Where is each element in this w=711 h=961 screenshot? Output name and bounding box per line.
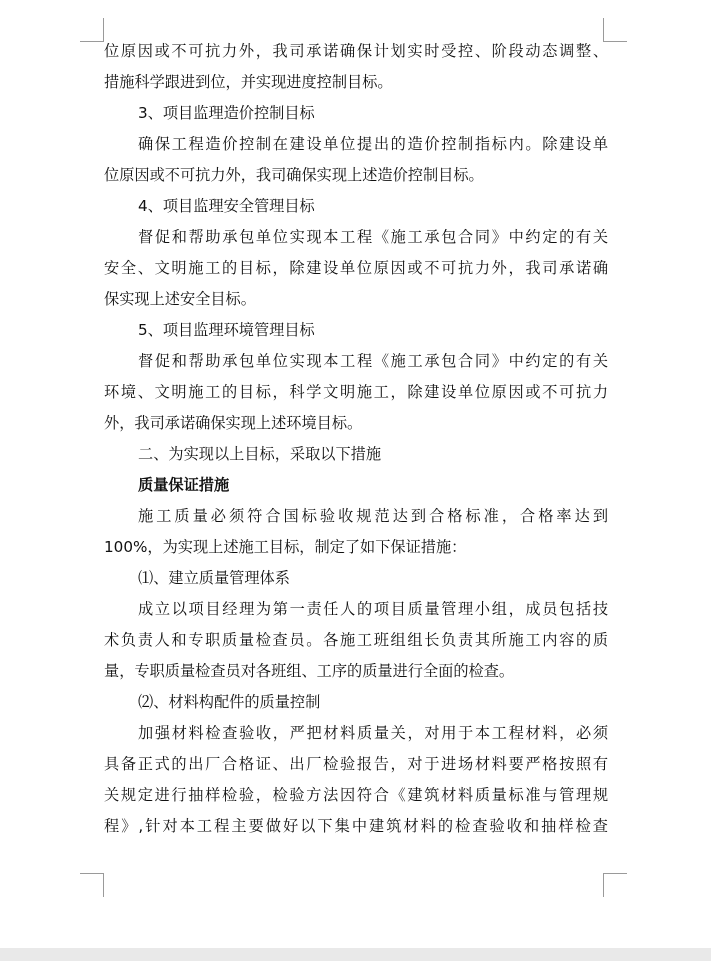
text-line: 3、项目监理造价控制目标 [138, 104, 315, 122]
text-line: 安全、文明施工的目标，除建设单位原因或不可抗力外，我司承诺确 [104, 259, 608, 277]
text-line: 100%，为实现上述施工目标，制定了如下保证措施： [104, 538, 467, 556]
text-line: 程》,针对本工程主要做好以下集中建筑材料的检查验收和抽样检查 [104, 817, 608, 835]
text-line: 关规定进行抽样检验，检验方法因符合《建筑材料质量标准与管理规 [104, 786, 608, 804]
text-line: 4、项目监理安全管理目标 [138, 197, 315, 215]
text-line: 确保工程造价控制在建设单位提出的造价控制指标内。除建设单 [138, 135, 608, 153]
text-line: 量，专职质量检查员对各班组、工序的质量进行全面的检查。 [104, 662, 515, 680]
text-line: 5、项目监理环境管理目标 [138, 321, 315, 339]
text-line: 加强材料检查验收，严把材料质量关，对用于本工程材料，必须 [138, 724, 608, 742]
text-line: 位原因或不可抗力外，我司确保实现上述造价控制目标。 [104, 166, 484, 184]
text-line: 环境、文明施工的目标，科学文明施工，除建设单位原因或不可抗力 [104, 383, 608, 401]
page-gap [0, 948, 711, 961]
text-line: ⑵、材料构配件的质量控制 [138, 693, 321, 711]
text-line: 保实现上述安全目标。 [104, 290, 256, 308]
text-line: 二、为实现以上目标，采取以下措施 [138, 445, 381, 463]
text-line: 外，我司承诺确保实现上述环境目标。 [104, 414, 363, 432]
text-line: 成立以项目经理为第一责任人的项目质量管理小组，成员包括技 [138, 600, 608, 618]
text-line: 督促和帮助承包单位实现本工程《施工承包合同》中约定的有关 [138, 228, 608, 246]
text-line: 术负责人和专职质量检查员。各施工班组组长负责其所施工内容的质 [104, 631, 608, 649]
text-line: 措施科学跟进到位，并实现进度控制目标。 [104, 73, 393, 91]
corner-crop-mark [603, 873, 627, 897]
text-line: 具备正式的出厂合格证、出厂检验报告，对于进场材料要严格按照有 [104, 755, 608, 773]
document-body[interactable] [104, 36, 608, 842]
text-line: ⑴、建立质量管理体系 [138, 569, 290, 587]
corner-crop-mark [80, 18, 104, 42]
text-line: 施工质量必须符合国标验收规范达到合格标准，合格率达到 [138, 507, 608, 525]
text-line: 督促和帮助承包单位实现本工程《施工承包合同》中约定的有关 [138, 352, 608, 370]
text-line: 位原因或不可抗力外，我司承诺确保计划实时受控、阶段动态调整、 [104, 42, 608, 60]
corner-crop-mark [80, 873, 104, 897]
text-line: 质量保证措施 [138, 476, 230, 494]
